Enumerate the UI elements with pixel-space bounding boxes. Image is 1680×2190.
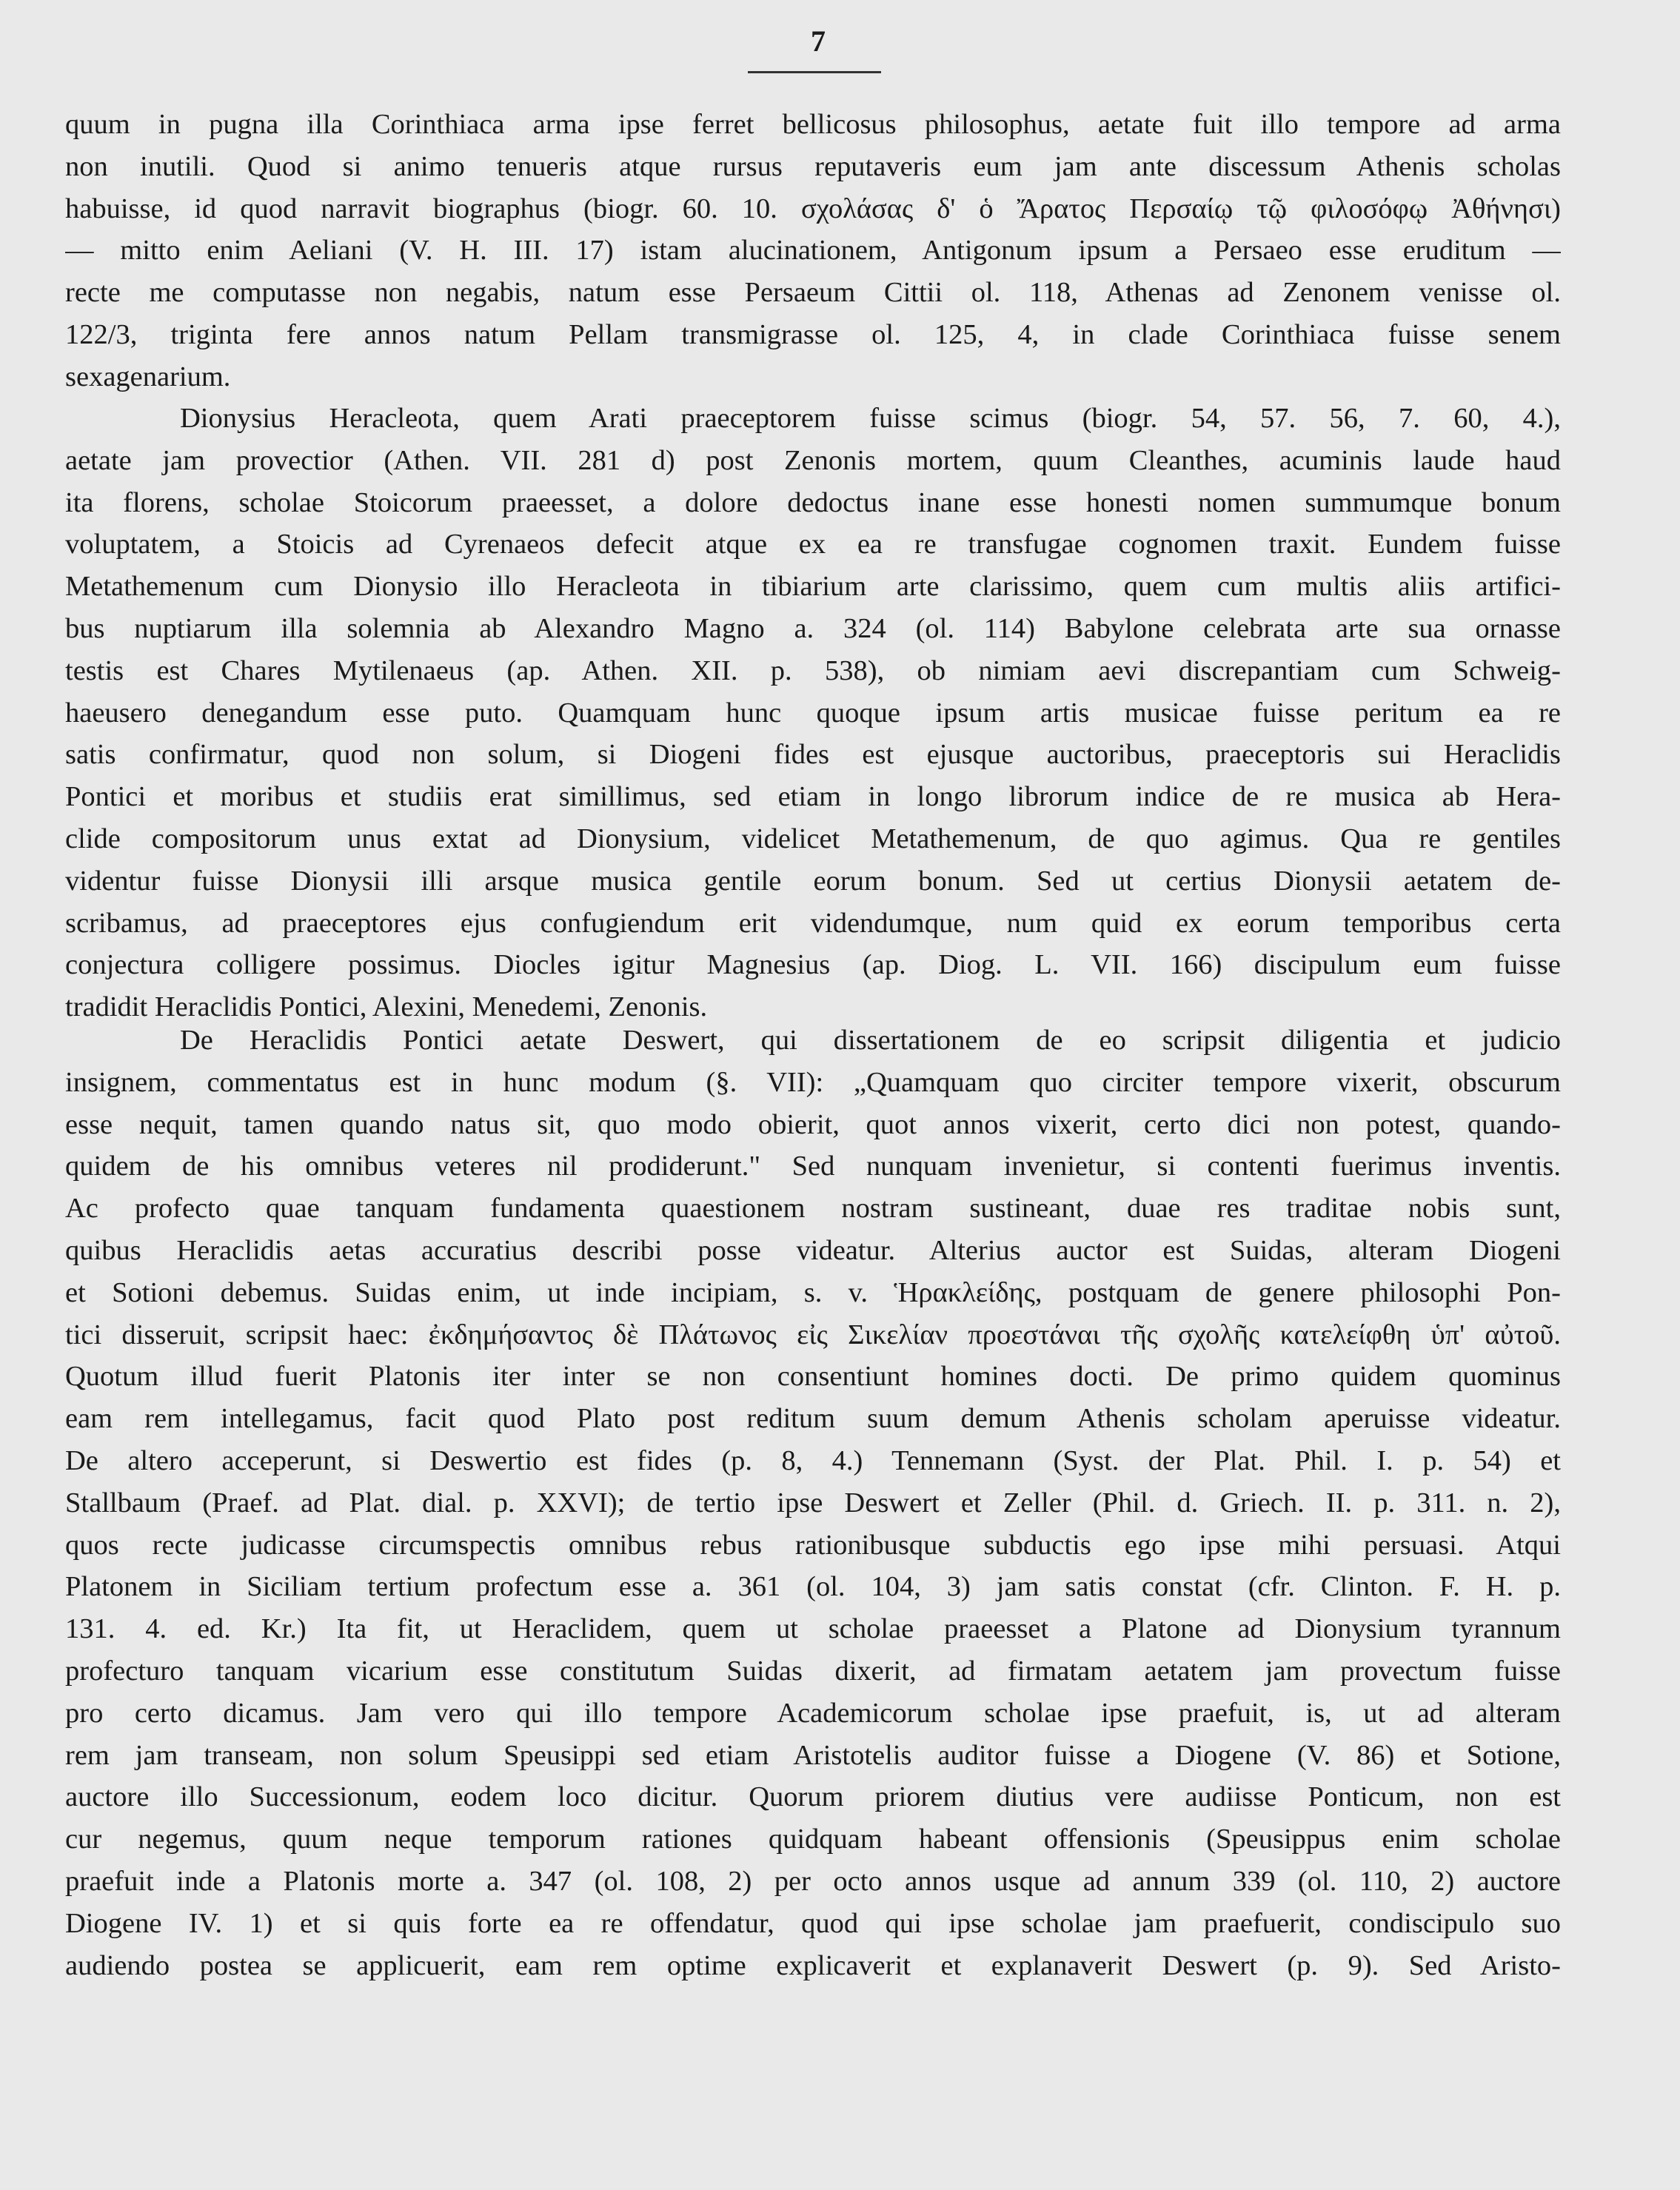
paragraph-2	[65, 398, 1561, 1028]
text-line: quidem de his omnibus veteres nil prodiderunt." Sed nunquam invenietur, si contenti fuerimus inventis.	[65, 1151, 1561, 1182]
text-line: auctore illo Successionum, eodem loco dicitur. Quorum priorem diutius vere audiisse Ponticum, non est	[65, 1781, 1561, 1813]
text-line: rem jam transeam, non solum Speusippi sed etiam Aristotelis auditor fuisse a Diogene (V. 86) et Sotione,	[65, 1739, 1561, 1771]
text-line: Quotum illud fuerit Platonis iter inter se non consentiunt homines docti. De primo quidem quominus	[65, 1361, 1561, 1393]
text-line: clide compositorum unus extat ad Dionysium, videlicet Metathemenum, de quo agimus. Qua re gentiles	[65, 823, 1561, 854]
text-line: Metathemenum cum Dionysio illo Heracleota in tibiarium arte clarissimo, quem cum multis aliis artifici-	[65, 571, 1561, 603]
text-line: quum in pugna illa Corinthiaca arma ipse ferret bellicosus philosophus, aetate fuit illo tempore ad arma	[65, 109, 1561, 140]
paragraph-3	[65, 1019, 1561, 1986]
text-line: videntur fuisse Dionysii illi arsque musica gentile eorum bonum. Sed ut certius Dionysii aetatem de-	[65, 865, 1561, 897]
text-line: 131. 4. ed. Kr.) Ita fit, ut Heraclidem, quem ut scholae praeesset a Platone ad Dionysium tyrannum	[65, 1613, 1561, 1645]
text-line: profecturo tanquam vicarium esse constitutum Suidas dixerit, ad firmatam aetatem jam provectum fuisse	[65, 1655, 1561, 1687]
text-line: Pontici et moribus et studiis erat simillimus, sed etiam in longo librorum indice de re musica ab Hera-	[65, 781, 1561, 813]
text-line: — mitto enim Aeliani (V. H. III. 17) istam alucinationem, Antigonum ipsum a Persaeo esse eruditum —	[65, 235, 1561, 267]
text-line: conjectura colligere possimus. Diocles igitur Magnesius (ap. Diog. L. VII. 166) discipulum eum fuisse	[65, 949, 1561, 981]
text-line: sexagenarium.	[65, 361, 231, 392]
text-line: et Sotioni debemus. Suidas enim, ut inde incipiam, s. v. Ἡρακλείδης, postquam de genere philosophi Pon-	[65, 1276, 1561, 1308]
text-line: 122/3, triginta fere annos natum Pellam transmigrasse ol. 125, 4, in clade Corinthiaca fuisse senem	[65, 318, 1561, 350]
text-line: tici disseruit, scripsit haec: ἐκδημήσαντος δὲ Πλάτωνος εἰς Σικελίαν προεστάναι τῆς σχολῆς κατελείφθη ὑπ' αὐτοῦ.	[65, 1319, 1561, 1350]
text-line: esse nequit, tamen quando natus sit, quo modo obierit, quot annos vixerit, certo dici non potest, quando-	[65, 1108, 1561, 1140]
text-line: testis est Chares Mytilenaeus (ap. Athen. XII. p. 538), ob nimiam aevi discrepantiam cum Schweig-	[65, 654, 1561, 686]
text-line: audiendo postea se applicuerit, eam rem optime explicaverit et explanaverit Deswert (p. 9). Sed Aristo-	[65, 1949, 1561, 1981]
text-line: Ac profecto quae tanquam fundamenta quaestionem nostram sustineant, duae res traditae nobis sunt,	[65, 1193, 1561, 1225]
text-line: habuisse, id quod narravit biographus (biogr. 60. 10. σχολάσας δ' ὁ Ἄρατος Περσαίῳ τῷ φιλοσόφῳ Ἀθήνησι)	[65, 192, 1561, 224]
text-line: Platonem in Siciliam tertium profectum esse a. 361 (ol. 104, 3) jam satis constat (cfr. Clinton. F. H. p.	[65, 1571, 1561, 1603]
text-line: haeusero denegandum esse puto. Quamquam hunc quoque ipsum artis musicae fuisse peritum ea re	[65, 697, 1561, 729]
text-line: non inutili. Quod si animo tenueris atque rursus reputaveris eum jam ante discessum Athenis scholas	[65, 150, 1561, 182]
page-number-rule	[748, 71, 881, 73]
text-line: bus nuptiarum illa solemnia ab Alexandro Magno a. 324 (ol. 114) Babylone celebrata arte sua ornasse	[65, 612, 1561, 644]
text-line: De Heraclidis Pontici aetate Deswert, qui dissertationem de eo scripsit diligentia et judicio	[180, 1025, 1561, 1056]
page-number: 7	[811, 24, 826, 58]
text-line: tradidit Heraclidis Pontici, Alexini, Menedemi, Zenonis.	[65, 991, 708, 1023]
text-line: eam rem intellegamus, facit quod Plato post reditum suum demum Athenis scholam aperuisse videatur.	[65, 1403, 1561, 1435]
text-line: voluptatem, a Stoicis ad Cyrenaeos defecit atque ex ea re transfugae cognomen traxit. Eundem fuisse	[65, 529, 1561, 560]
text-line: cur negemus, quum neque temporum rationes quidquam habeant offensionis (Speusippus enim scholae	[65, 1824, 1561, 1855]
text-line: quos recte judicasse circumspectis omnibus rebus rationibusque subductis ego ipse mihi persuasi. Atqui	[65, 1529, 1561, 1561]
text-line: satis confirmatur, quod non solum, si Diogeni fides est ejusque auctoribus, praeceptoris sui Heraclidis	[65, 739, 1561, 771]
text-line: insignem, commentatus est in hunc modum (§. VII): „Quamquam quo circiter tempore vixerit, obscurum	[65, 1066, 1561, 1098]
text-line: De altero acceperunt, si Deswertio est fides (p. 8, 4.) Tennemann (Syst. der Plat. Phil. I. p. 54) et	[65, 1444, 1561, 1476]
text-line: quibus Heraclidis aetas accuratius describi posse videatur. Alterius auctor est Suidas, alteram Diogeni	[65, 1234, 1561, 1266]
text-line: praefuit inde a Platonis morte a. 347 (ol. 108, 2) per octo annos usque ad annum 339 (ol. 110, 2) auctore	[65, 1865, 1561, 1897]
text-line: Diogene IV. 1) et si quis forte ea re offendatur, quod qui ipse scholae jam praefuerit, condiscipulo suo	[65, 1907, 1561, 1939]
text-line: aetate jam provectior (Athen. VII. 281 d) post Zenonis mortem, quum Cleanthes, acuminis laude haud	[65, 444, 1561, 476]
text-line: recte me computasse non negabis, natum esse Persaeum Cittii ol. 118, Athenas ad Zenonem venisse ol.	[65, 277, 1561, 309]
text-line: ita florens, scholae Stoicorum praeesset, a dolore dedoctus inane esse honesti nomen summumque bonum	[65, 486, 1561, 518]
paragraph-1	[65, 104, 1561, 398]
text-line: Dionysius Heracleota, quem Arati praeceptorem fuisse scimus (biogr. 54, 57. 56, 7. 60, 4.),	[180, 403, 1561, 434]
text-line: Stallbaum (Praef. ad Plat. dial. p. XXVI); de tertio ipse Deswert et Zeller (Phil. d. Griech. II. p. 311. n. 2),	[65, 1487, 1561, 1518]
text-line: scribamus, ad praeceptores ejus confugiendum erit videndumque, num quid ex eorum temporibus certa	[65, 907, 1561, 939]
text-line: pro certo dicamus. Jam vero qui illo tempore Academicorum scholae ipse praefuit, is, ut ad alteram	[65, 1697, 1561, 1729]
